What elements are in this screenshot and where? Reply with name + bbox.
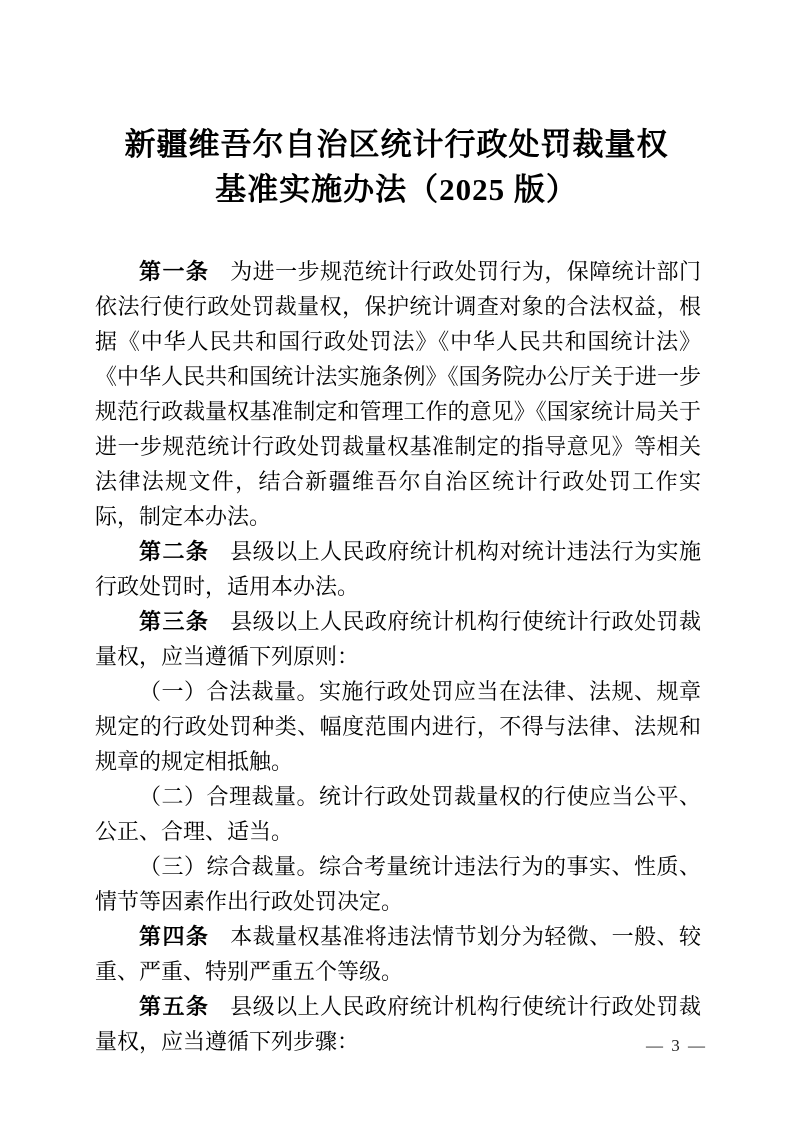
page-number: — 3 — (646, 1036, 707, 1055)
document-body (95, 254, 701, 1059)
article-text: 本裁量权基准将违法情节划分为轻微、一般、较重、严重、特别严重五个等级。 (95, 924, 701, 984)
article-text: （三）综合裁量。综合考量统计违法行为的事实、性质、情节等因素作出行政处罚决定。 (95, 854, 701, 914)
paragraph (95, 534, 701, 604)
article-label: 第一条 (139, 259, 210, 284)
paragraph (95, 674, 701, 779)
paragraph (95, 989, 701, 1059)
document-title (0, 122, 793, 212)
paragraph (95, 604, 701, 674)
document-title-line2: 基准实施办法（2025 版） (215, 172, 578, 207)
article-text: 县级以上人民政府统计机构对统计违法行为实施行政处罚时，适用本办法。 (95, 539, 701, 599)
paragraph (95, 919, 701, 989)
article-text: 县级以上人民政府统计机构行使统计行政处罚裁量权，应当遵循下列步骤： (95, 994, 701, 1054)
article-text: 县级以上人民政府统计机构行使统计行政处罚裁量权，应当遵循下列原则： (95, 609, 701, 669)
paragraph (95, 779, 701, 849)
article-label: 第二条 (139, 539, 210, 564)
document-title-line1: 新疆维吾尔自治区统计行政处罚裁量权 (124, 127, 669, 162)
paragraph (95, 849, 701, 919)
article-label: 第五条 (139, 994, 210, 1019)
article-text: （一）合法裁量。实施行政处罚应当在法律、法规、规章规定的行政处罚种类、幅度范围内进行，不得与法律、法规和规章的规定相抵触。 (95, 679, 701, 774)
article-label: 第三条 (139, 609, 210, 634)
article-label: 第四条 (139, 924, 210, 949)
paragraph (95, 254, 701, 534)
article-text: （二）合理裁量。统计行政处罚裁量权的行使应当公平、公正、合理、适当。 (95, 784, 701, 844)
article-text: 为进一步规范统计行政处罚行为，保障统计部门依法行使行政处罚裁量权，保护统计调查对象的合法权益，根据《中华人民共和国行政处罚法》《中华人民共和国统计法》《中华人民共和国统计法实施条例》《国务院办公厅关于进一步规范行政裁量权基准制定和管理工作的意见》《国家统计局关于进一步规范统计行政处罚裁量权基准制定的指导意见》等相关法律法规文件，结合新疆维吾尔自治区统计行政处罚工作实际，制定本办法。 (95, 259, 701, 529)
